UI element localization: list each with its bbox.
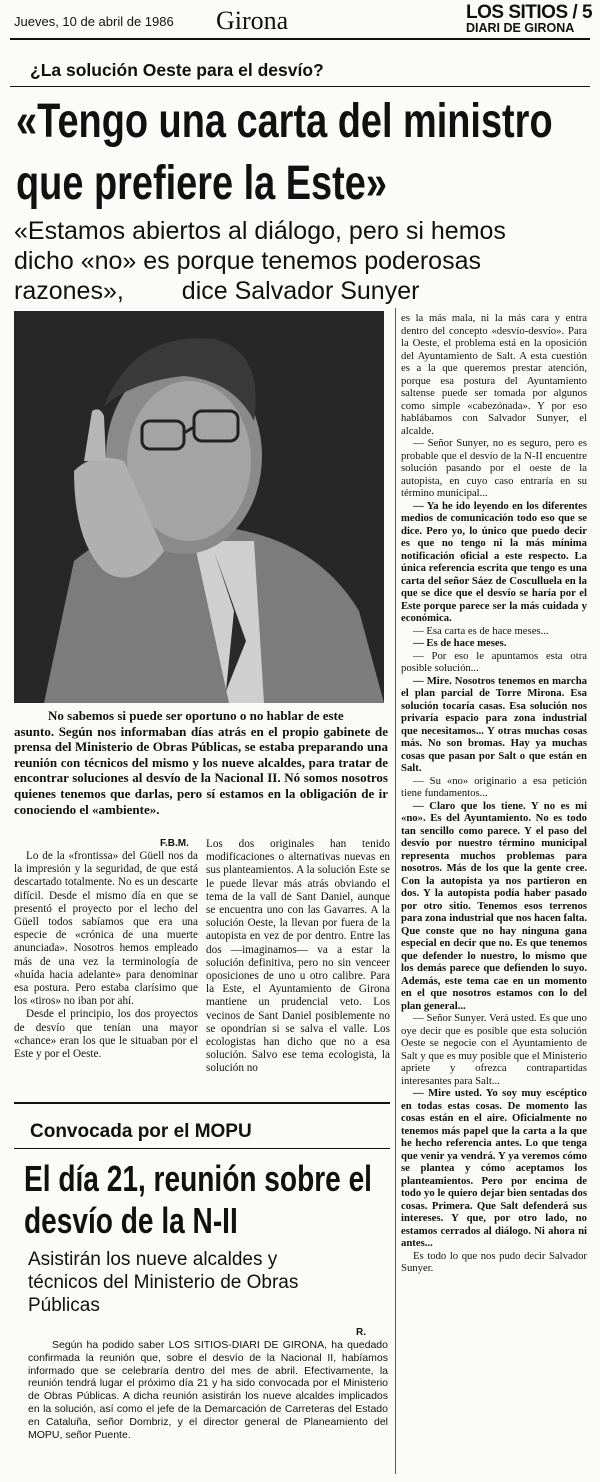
paper-name-text: LOS SITIOS [466,2,568,23]
main-headline-line2: que prefiere la Este» [16,157,387,210]
deck-line1: «Estamos abiertos al diálogo, pero si hemos [14,217,506,245]
main-kicker: ¿La solución Oeste para el desvío? [30,60,324,80]
main-col3 [401,312,587,1275]
masthead-date: Jueves, 10 de abril de 1986 [14,14,174,29]
col3-question: — Por eso le apuntamos esta otra posible solución... [401,649,587,674]
secondary-byline: R. [356,1327,366,1338]
kicker-rule [10,86,590,87]
col3-answer: — Mire. Nosotros tenemos en marcha el plan parcial de Torre Mirona. Esa solución tocaría casas. Esa solución nos privaría espacio para zona industrial que necesitamos... Y otras muchas cosas más. No son bromas. Hay ya muchas cosas que pasan por Salt o que están en Salt. [401,674,587,774]
main-headline-line1: «Tengo una carta del ministro [16,95,553,148]
col3-closing: Es todo lo que nos pudo decir Salvador Sunyer. [401,1249,587,1274]
secondary-kicker: Convocada por el MOPU [30,1121,252,1142]
col1-para: Lo de la «frontissa» del Güell nos da la impresión y la seguridad, de que está descartado totalmente. No es un descarte difícil. Desde el mismo día en que se presentó el proyecto por el lecho del Güell todos sabíamos que era una especie de «crónica de una muerte anunciada». Nosotros hemos empleado más de una vez la terminología de «huída hacia adelante» para denominar esa postura. Pero estaba clarísimo que los «tiros» no iban por ahí. [14,850,198,1008]
col3-answer: — Mire usted. Yo soy muy escéptico en todas estas cosas. De momento las cosas están en el aire. Oficialmente no tenemos más papel que la carta a la que he hecho referencia antes. Lo que tenga que venir ya vendrá. Y ya veremos cómo se plantea y cómo aceptamos los planteamientos. Pero por encima de todo yo le quiero dejar bien sentadas dos cosas. Primera. Que Salt defenderá sus intereses. Y que, por otro lado, no estamos cerrados al diálogo. Ni ahora ni antes... [401,1087,587,1249]
main-col2 [206,838,390,1076]
col1-para: Desde el principio, los dos proyectos de desvío que tenían una mayor «chance» eran los que le situaban por el Este y por el Oeste. [14,1008,198,1061]
main-byline: F.B.M. [160,838,189,849]
secondary-top-rule [14,1102,390,1104]
main-deck [14,216,506,306]
main-col1 [14,850,198,1061]
secondary-deck-line1: Asistirán los nueve alcaldes y [28,1249,278,1270]
col3-question: — Esa carta es de hace meses... [413,624,549,637]
col3-question: — Señor Sunyer. Verá usted. Es que uno oye decir que es posible que esta solución Oeste se negocie con el Ayuntamiento de Salt y que es muy posible que el Ministerio apriete y ofrezca contrapartidas interesantes para Salt... [401,1012,587,1087]
col3-answer: — Ya he ido leyendo en los diferentes medios de comunicación todo eso que se dice. Pero yo, lo único que puedo decir es que no tengo ni la más mínima notificación oficial a este respecto. La única referencia escrita que tengo es una carta del señor Sáez de Cosculluela en la que se dice que el desvío se haría por el Este porque parece ser la más cuidada y económica. [401,499,587,624]
portrait-photo [14,311,384,703]
page-number: / 5 [572,2,593,23]
col3-answer: — Claro que los tiene. Y no es mi «no». Es del Ayuntamiento. No es todo tan sencillo como parece. Y el paso del desvío por nuestro término municipal representa muchos problemas para nosotros. Más de los que la gente cree. Con la autopista ya nos partieron en dos. Y la autopista podía haber pasado por otro sitio. Tenemos esos terrenos para zona industrial que nos hacen falta. Que conste que no hay ninguna gana especial en decir que no. Es que tenemos que defender lo nuestro, lo mismo que los demás parece que defienden lo suyo. Además, este tema cae en un momento en el que nosotros estamos con lo del plan general... [401,799,587,1012]
secondary-deck-line2: técnicos del Ministerio de Obras [28,1272,299,1293]
masthead-rule [10,38,590,40]
lede-line1: No sabemos si puede ser oportuno o no hablar de este [48,708,344,723]
col3-answer: — Es de hace meses. [413,637,507,649]
lede-rest: asunto. Según nos informaban días atrás en el propio gabinete de prensa del Ministerio de Obras Públicas, se estaba preparando una reunión con técnicos del mismo y los nueve alcaldes, para tratar de encontrar soluciones al desvío de la Nacional II. Nó somos nosotros quienes tenemos que darlas, pero sí estamos en la obligación de ir conociendo el «ambiente». [14,723,388,817]
deck-line2: dicho «no» es porque tenemos poderosas [14,247,481,275]
secondary-headline-line2: desvío de la N-II [24,1200,238,1241]
col3-para: es la más mala, ni la más cara y entra dentro del concepto «desvío-desvío». Para la Oeste, el problema está en la oposición del Ayuntamiento de Salt. A esta cuestión es a la que queremos prestar atención, porque esa postura del Ayuntamiento saltense puede ser tomada por algunos como simple «cabezónada». Y por eso hablábamos con Salvador Sunyer, el alcalde. [401,312,587,437]
secondary-headline-line1: El día 21, reunión sobre el [24,1158,372,1199]
masthead-section: Girona [216,6,289,35]
masthead-paper-sub: DIARI DE GIRONA [466,21,575,35]
deck-line3: razones», dice Salvador Sunyer [14,277,420,305]
col3-question: — Señor Sunyer, no es seguro, pero es probable que el desvío de la N-II encuentre solución pasando por el oeste de la autopista, en cuyo caso entraría en su término municipal... [401,437,587,499]
column-separator [395,308,396,1474]
secondary-deck [28,1248,298,1317]
secondary-kicker-rule [14,1148,390,1149]
secondary-deck-line3: Públicas [28,1295,100,1316]
secondary-body: Según ha podido saber LOS SITIOS-DIARI DE GIRONA, ha quedado confirmada la reunión que, sobre el desvío de la Nacional II, habíamos informado que se celebraría dentro del mes de abril. Efectivamente, la reunión tendrá lugar el próximo día 21 y ha sido convocada por el Ministerio de Obras Públicas. A dicha reunión asistirán los nueve alcaldes implicados en la solución, así como el jefe de la Demarcación de Carreteras del Estado en Cataluña, señor Dombriz, y el director general de Planeamiento del MOPU, señor Puente. [28,1339,388,1441]
portrait-illustration [14,311,384,703]
col2-para: Los dos originales han tenido modificaciones o alternativas nuevas en sus planteamientos. A la solución Este se le puede llevar más atrás obviando el tema de la vall de Sant Daniel, aunque se encuentra uno con las Gavarres. A la solución Oeste, la llevan por fuera de la autopista en vez de por dentro. Entre las dos —imaginamos— va a estar la solución definitiva, pero no sin venceer oposiciones de uno u otro calibre. Para la Este, el Ayuntamiento de Girona mantiene un prudencial veto. Los vecinos de Sant Daniel posiblemente no se opondrían si se salva el valle. Los ecologistas han dicho que no a esa solución. Salvo ese tema ecologista, la solución no [206,838,390,1075]
col3-question: — Su «no» originario a esa petición tiene fundamentos... [401,774,587,799]
main-lede [14,708,388,817]
